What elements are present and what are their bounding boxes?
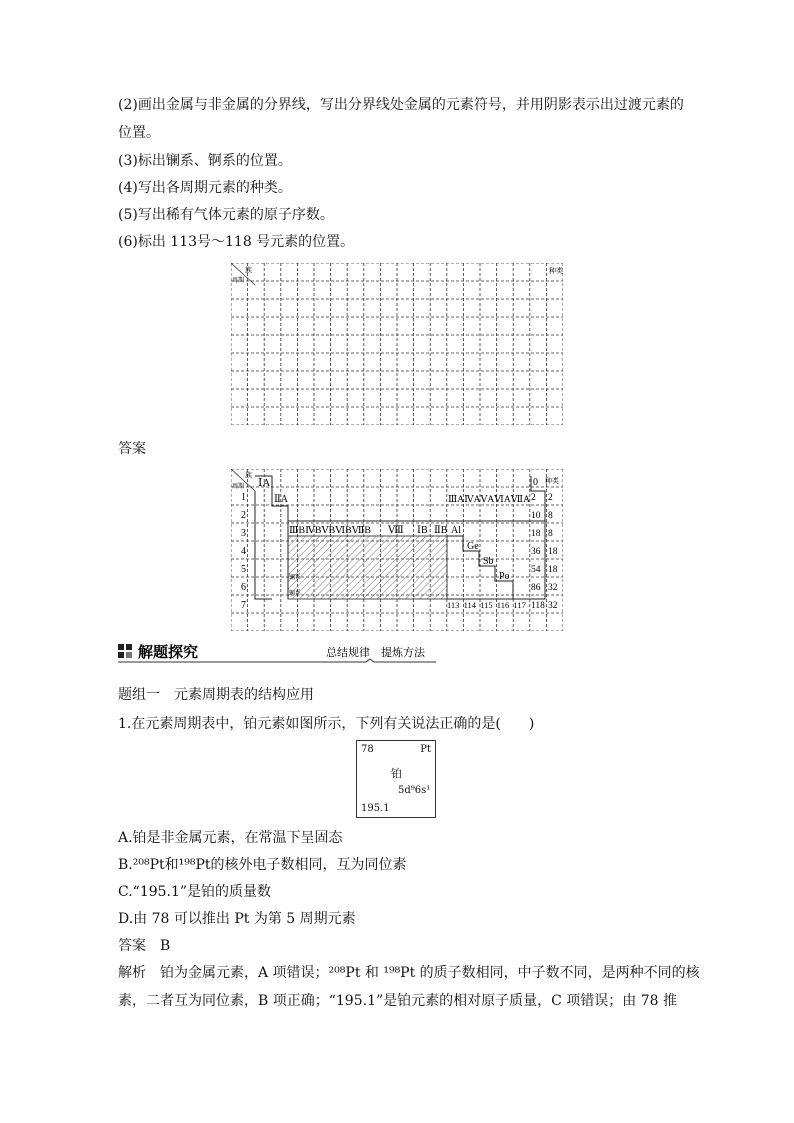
ans-header-zhouqi: 周期 bbox=[232, 484, 245, 490]
actinide-label: 锕系 bbox=[289, 591, 302, 597]
option-c: C.“195.1”是铂的质量数 bbox=[118, 884, 272, 900]
group-title: 题组一 元素周期表的结构应用 bbox=[118, 687, 314, 703]
element-count: 2 bbox=[548, 493, 553, 503]
header-zu: 族 bbox=[245, 266, 252, 274]
pt-number: 78 bbox=[361, 744, 374, 755]
element-sb: Sb bbox=[483, 556, 494, 567]
pt-symbol: Pt bbox=[420, 744, 431, 755]
element-count: 32 bbox=[548, 583, 558, 593]
element-po: Po bbox=[499, 571, 510, 582]
pt-mass: 195.1 bbox=[361, 803, 390, 814]
option-d: D.由 78 可以推出 Pt 为第 5 周期元素 bbox=[118, 911, 356, 927]
pt-name: 铂 bbox=[391, 767, 402, 780]
option-b: B.²⁰⁸Pt和¹⁹⁸Pt的核外电子数相同，互为同位素 bbox=[118, 857, 407, 873]
row7-number: 117 bbox=[513, 600, 526, 610]
noble-number: 2 bbox=[531, 493, 536, 503]
question-line-2: (2)画出金属与非金属的分界线，写出分界线处金属的元素符号，并用阴影表示出过渡元素的 bbox=[118, 97, 684, 113]
period-label: 6 bbox=[241, 582, 246, 593]
period-label: 5 bbox=[241, 564, 246, 575]
noble-number: 18 bbox=[531, 529, 541, 539]
platinum-element-card bbox=[356, 740, 436, 818]
pt-config: 5d⁹6s¹ bbox=[398, 785, 431, 796]
transition-hatch bbox=[288, 536, 447, 599]
group-8: Ⅷ bbox=[388, 525, 404, 536]
element-al: Al bbox=[451, 525, 461, 536]
group-1a: ⅠA bbox=[258, 477, 271, 489]
noble-number: 10 bbox=[531, 511, 541, 521]
ans-header-zhonglei: 种类 bbox=[545, 477, 559, 485]
element-ge: Ge bbox=[467, 541, 479, 552]
group-0: 0 bbox=[533, 477, 538, 488]
section-title: 解题探究 bbox=[138, 645, 199, 661]
question-line-4: (4)写出各周期元素的种类。 bbox=[118, 180, 292, 196]
group-1b: ⅠB bbox=[417, 525, 428, 536]
period-label: 7 bbox=[241, 600, 246, 611]
question-line-5: (5)写出稀有气体元素的原子序数。 bbox=[118, 207, 334, 223]
question-line-6: (6)标出 113号～118 号元素的位置。 bbox=[118, 234, 355, 250]
period-label: 2 bbox=[241, 510, 246, 521]
answer-periodic-table bbox=[231, 469, 563, 635]
q1-stem: 1.在元素周期表中，铂元素如图所示，下列有关说法正确的是( ) bbox=[118, 716, 535, 732]
noble-number: 54 bbox=[531, 565, 541, 575]
element-count: 18 bbox=[548, 565, 558, 575]
element-count: 8 bbox=[548, 511, 553, 521]
header-zhouqi: 周期 bbox=[232, 278, 245, 284]
row7-number: 113 bbox=[447, 600, 460, 610]
noble-number: 118 bbox=[531, 601, 545, 611]
row7-number: 114 bbox=[463, 600, 477, 610]
empty-periodic-table bbox=[231, 263, 563, 429]
groups-main-right: ⅢAⅣAⅤAⅥAⅦA bbox=[448, 495, 531, 505]
element-count: 18 bbox=[548, 547, 558, 557]
period-label: 3 bbox=[241, 528, 246, 539]
period-label: 4 bbox=[241, 546, 246, 557]
section-header bbox=[118, 640, 436, 664]
group-2a: ⅡA bbox=[274, 494, 289, 505]
q1-analysis-line-1: 解析 铂为金属元素，A 项错误；²⁰⁸Pt 和 ¹⁹⁸Pt 的质子数相同，中子数不同，是两种不同的核 bbox=[118, 965, 700, 981]
element-count: 8 bbox=[548, 529, 553, 539]
ans-header-zu: 族 bbox=[245, 471, 252, 479]
header-zhonglei: 种类 bbox=[549, 267, 563, 275]
row7-number: 116 bbox=[496, 600, 510, 610]
section-subtitle: 总结规律 提炼方法 bbox=[326, 647, 425, 659]
element-count: 32 bbox=[548, 601, 558, 611]
group-2b: ⅡB bbox=[434, 525, 448, 536]
question-line-3: (3)标出镧系、锕系的位置。 bbox=[118, 153, 292, 169]
option-a: A.铂是非金属元素，在常温下呈固态 bbox=[118, 830, 343, 846]
period-label: 1 bbox=[241, 492, 246, 503]
answer-label: 答案 bbox=[118, 441, 146, 457]
q1-analysis-line-2: 素，二者互为同位素，B 项正确；“195.1”是铂元素的相对原子质量，C 项错误；由 78 推 bbox=[118, 993, 678, 1009]
q1-answer: 答案 B bbox=[118, 938, 171, 954]
noble-number: 36 bbox=[531, 547, 541, 557]
groups-transition: ⅢBⅣBⅤBⅥBⅦB bbox=[289, 526, 371, 536]
question-line-2-cont: 位置。 bbox=[118, 125, 160, 141]
noble-number: 86 bbox=[531, 583, 541, 593]
row7-number: 115 bbox=[480, 600, 493, 610]
lanthanide-label: 镧系 bbox=[289, 575, 302, 581]
